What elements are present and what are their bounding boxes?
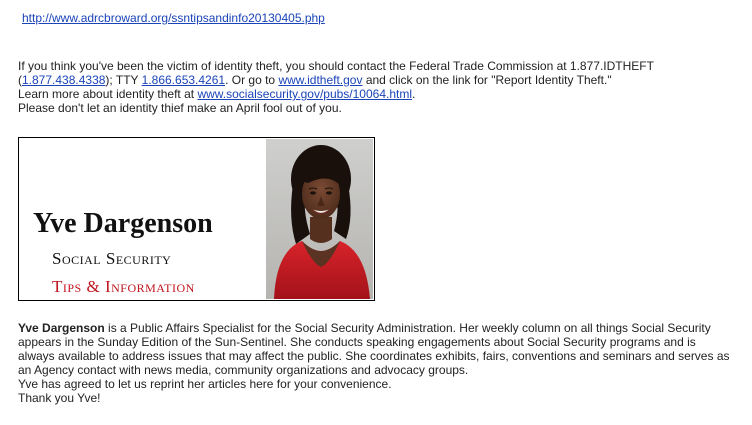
bio-description: is a Public Affairs Specialist for the Social Security Administration. Her weekly column on all things Social Security appears in the Sunday Edition of the Sun-Sentinel. She conducts speaking engagements about Social Security programs and is always available to address issues that may affect the public. She coordinates exhibits, fairs, conventions and seminars and serves as an Agency contact with news media, community organizations and advocacy groups. — [18, 321, 730, 377]
columnist-photo — [266, 139, 373, 299]
identity-theft-paragraph — [18, 59, 746, 115]
thanks-note: Thank you Yve! — [18, 391, 101, 405]
intro-text-4: and click on the link for "Report Identity Theft." — [362, 73, 612, 87]
intro-text-1: If you think you've been the victim of identity theft, you should contact the Federal Trade Commission at 1.877.IDTHEFT ( — [18, 59, 654, 87]
banner-subtitle-tips: Tips & Information — [52, 277, 195, 296]
intro-text-3: . Or go to — [225, 73, 279, 87]
portrait-illustration — [266, 139, 373, 299]
article-source-link[interactable]: http://www.adrcbroward.org/ssntipsandinfo20130405.php — [22, 11, 325, 25]
idtheft-gov-link[interactable]: www.idtheft.gov — [278, 73, 363, 87]
reprint-note: Yve has agreed to let us reprint her articles here for your convenience. — [18, 377, 392, 391]
learn-more-text — [18, 87, 746, 101]
bio-author-name: Yve Dargenson — [18, 321, 105, 335]
ssa-pubs-link[interactable]: www.socialsecurity.gov/pubs/10064.html — [197, 87, 412, 101]
ftc-contact-text — [18, 59, 746, 87]
learn-more-label: Learn more about identity theft at — [18, 87, 198, 101]
phone-link[interactable]: 1.877.438.4338 — [22, 73, 106, 87]
bio-text — [18, 321, 734, 377]
learn-more-end: . — [412, 87, 416, 101]
banner-subtitle-social-security: Social Security — [52, 249, 172, 268]
banner-name: Yve Dargenson — [33, 208, 213, 239]
author-bio-paragraph — [18, 321, 734, 405]
columnist-banner — [18, 137, 375, 301]
tty-link[interactable]: 1.866.653.4261 — [141, 73, 226, 87]
intro-text-2: ); TTY — [105, 73, 142, 87]
closing-text: Please don't let an identity thief make an April fool out of you. — [18, 101, 342, 115]
